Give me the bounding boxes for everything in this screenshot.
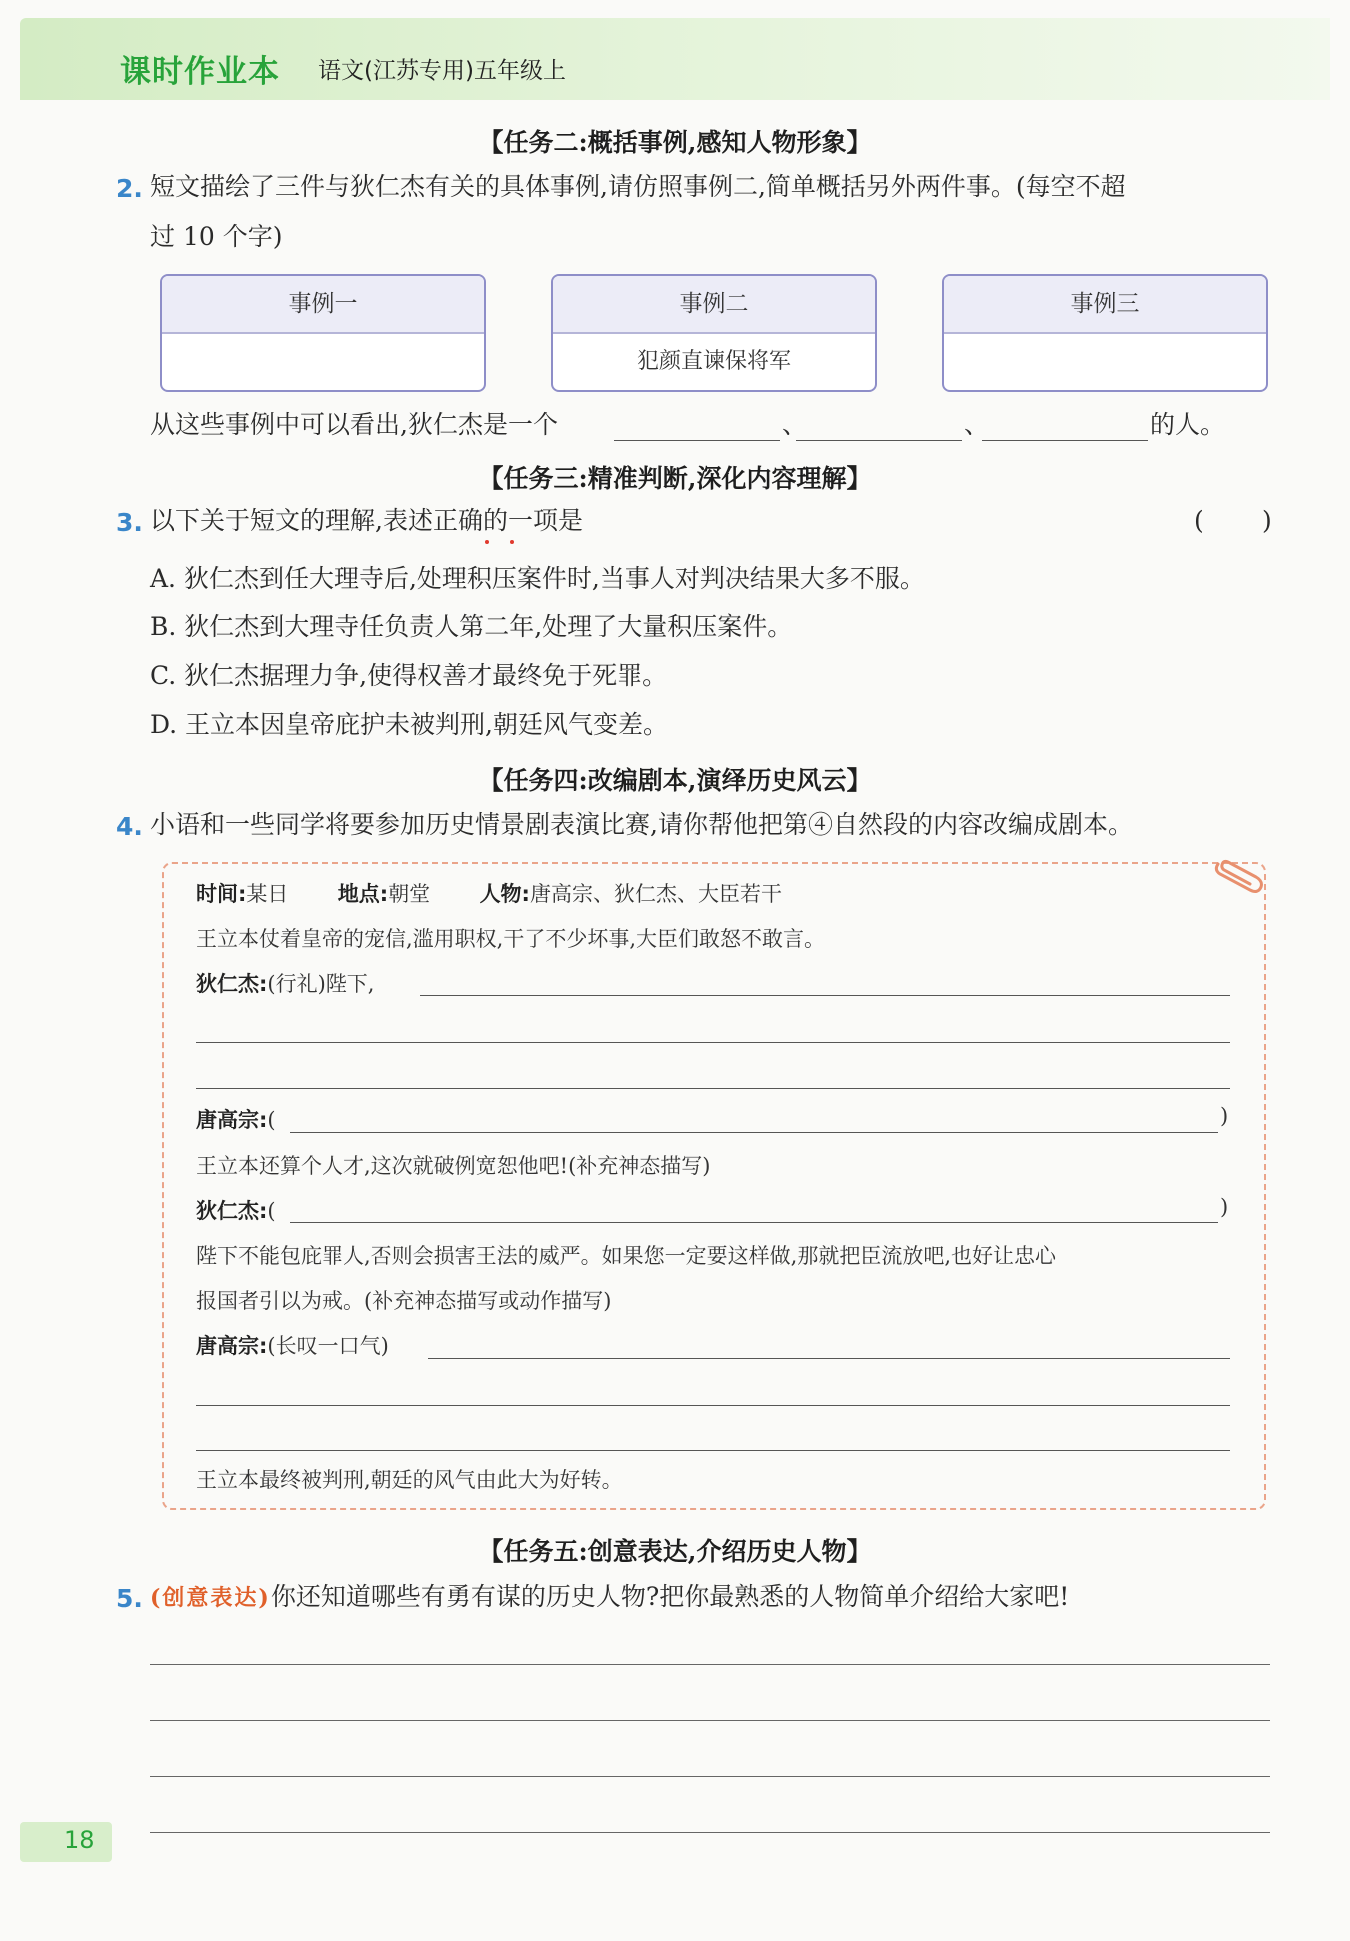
time-value: 某日 — [246, 882, 289, 906]
question-2-number: 2. — [116, 174, 143, 203]
fill-blank-1[interactable] — [614, 440, 780, 441]
di-text-1: (行礼)陛下, — [267, 972, 375, 996]
task4-title: 【任务四:改编剧本,演绎历史风云】 — [478, 766, 872, 795]
di-answer-line-2[interactable] — [196, 1042, 1230, 1043]
tang-text-2: (长叹一口气) — [267, 1334, 389, 1358]
time-label: 时间: — [196, 882, 247, 906]
tang-line-2 — [196, 1330, 389, 1360]
di-close-2: ) — [1220, 1195, 1229, 1219]
answer-line-3[interactable] — [150, 1776, 1270, 1777]
tang-answer-line-3[interactable] — [196, 1405, 1230, 1406]
di-answer-line-1[interactable] — [420, 995, 1230, 996]
fill-sep-2: 、 — [964, 410, 990, 439]
question-5-text: 你还知道哪些有勇有谋的历史人物?把你最熟悉的人物简单介绍给大家吧! — [270, 1582, 1070, 1611]
di-label-1: 狄仁杰: — [196, 972, 268, 996]
di-text-2a: 陛下不能包庇罪人,否则会损害王法的威严。如果您一定要这样做,那就把臣流放吧,也好让忠心 — [196, 1244, 1057, 1268]
task2-title: 【任务二:概括事例,感知人物形象】 — [478, 128, 872, 157]
tang-label-2: 唐高宗: — [196, 1334, 268, 1358]
example-box-2-body: 犯颜直谏保将军 — [636, 349, 791, 374]
task3-title: 【任务三:精准判断,深化内容理解】 — [478, 464, 872, 493]
answer-line-1[interactable] — [150, 1664, 1270, 1665]
question-3-text: 以下关于短文的理解,表述正确的一项是 — [150, 506, 583, 535]
emphasis-dot-1 — [485, 540, 489, 544]
fill-sep-1: 、 — [782, 410, 808, 439]
di-line-2 — [196, 1195, 276, 1225]
creative-tag: (创意表达) — [150, 1585, 271, 1611]
tang-answer-line-4[interactable] — [196, 1450, 1230, 1451]
people-value: 唐高宗、狄仁杰、大臣若干 — [529, 882, 782, 906]
script-meta — [196, 878, 782, 908]
di-line-1 — [196, 968, 374, 998]
tang-label-1: 唐高宗: — [196, 1108, 268, 1132]
example-box-1 — [160, 274, 486, 392]
book-subtitle: 语文(江苏专用)五年级上 — [318, 58, 566, 84]
fill-prefix: 从这些事例中可以看出,狄仁杰是一个 — [150, 410, 558, 439]
option-c[interactable]: C. 狄仁杰据理力争,使得权善才最终免于死罪。 — [150, 661, 668, 690]
question-4-text: 小语和一些同学将要参加历史情景剧表演比赛,请你帮他把第④自然段的内容改编成剧本。 — [150, 810, 1133, 839]
tang-answer-line-1[interactable] — [290, 1132, 1218, 1133]
tang-open-1: ( — [267, 1108, 276, 1132]
question-5-line — [150, 1582, 1069, 1612]
option-a[interactable]: A. 狄仁杰到任大理寺后,处理积压案件时,当事人对判决结果大多不服。 — [150, 564, 925, 593]
question-4-number: 4. — [116, 812, 143, 841]
example-box-1-answer[interactable] — [162, 334, 484, 390]
fill-blank-2[interactable] — [796, 440, 962, 441]
tang-line-1 — [196, 1104, 276, 1134]
tang-answer-line-2[interactable] — [428, 1358, 1230, 1359]
di-answer-line-4[interactable] — [290, 1222, 1218, 1223]
page-number: 18 — [64, 1826, 95, 1854]
di-open-2: ( — [267, 1199, 276, 1223]
question-5-number: 5. — [116, 1584, 143, 1613]
option-b[interactable]: B. 狄仁杰到大理寺任负责人第二年,处理了大量积压案件。 — [150, 612, 793, 641]
example-box-3-answer[interactable] — [944, 334, 1266, 390]
fill-blank-3[interactable] — [982, 440, 1148, 441]
answer-bracket-close: ) — [1262, 506, 1272, 535]
example-box-2 — [551, 274, 877, 392]
di-text-2b: 报国者引以为戒。(补充神态描写或动作描写) — [196, 1289, 612, 1313]
option-d[interactable]: D. 王立本因皇帝庇护未被判刑,朝廷风气变差。 — [150, 710, 668, 739]
di-answer-line-3[interactable] — [196, 1088, 1230, 1089]
question-2-line2: 过 10 个字) — [150, 222, 283, 251]
paperclip-icon — [1212, 856, 1264, 896]
answer-line-2[interactable] — [150, 1720, 1270, 1721]
example-box-2-head: 事例二 — [553, 276, 875, 334]
book-title: 课时作业本 — [120, 54, 280, 90]
script-intro: 王立本仗着皇帝的宠信,滥用职权,干了不少坏事,大臣们敢怒不敢言。 — [196, 927, 826, 951]
answer-bracket-open: ( — [1194, 506, 1204, 535]
script-box — [162, 862, 1266, 1510]
place-value: 朝堂 — [388, 882, 431, 906]
task5-title: 【任务五:创意表达,介绍历史人物】 — [478, 1537, 872, 1566]
example-box-3-head: 事例三 — [944, 276, 1266, 334]
place-label: 地点: — [337, 882, 389, 906]
example-box-3 — [942, 274, 1268, 392]
example-box-1-head: 事例一 — [162, 276, 484, 334]
people-label: 人物: — [479, 882, 530, 906]
tang-text-1: 王立本还算个人才,这次就破例宽恕他吧!(补充神态描写) — [196, 1154, 711, 1178]
di-label-2: 狄仁杰: — [196, 1199, 268, 1223]
question-2-line1: 短文描绘了三件与狄仁杰有关的具体事例,请仿照事例二,简单概括另外两件事。(每空不超 — [150, 172, 1126, 201]
emphasis-dot-2 — [510, 540, 514, 544]
script-ending: 王立本最终被判刑,朝廷的风气由此大为好转。 — [196, 1468, 623, 1492]
tang-close-1: ) — [1220, 1104, 1229, 1128]
question-3-number: 3. — [116, 508, 143, 537]
answer-line-4[interactable] — [150, 1832, 1270, 1833]
fill-suffix: 的人。 — [1150, 410, 1226, 439]
